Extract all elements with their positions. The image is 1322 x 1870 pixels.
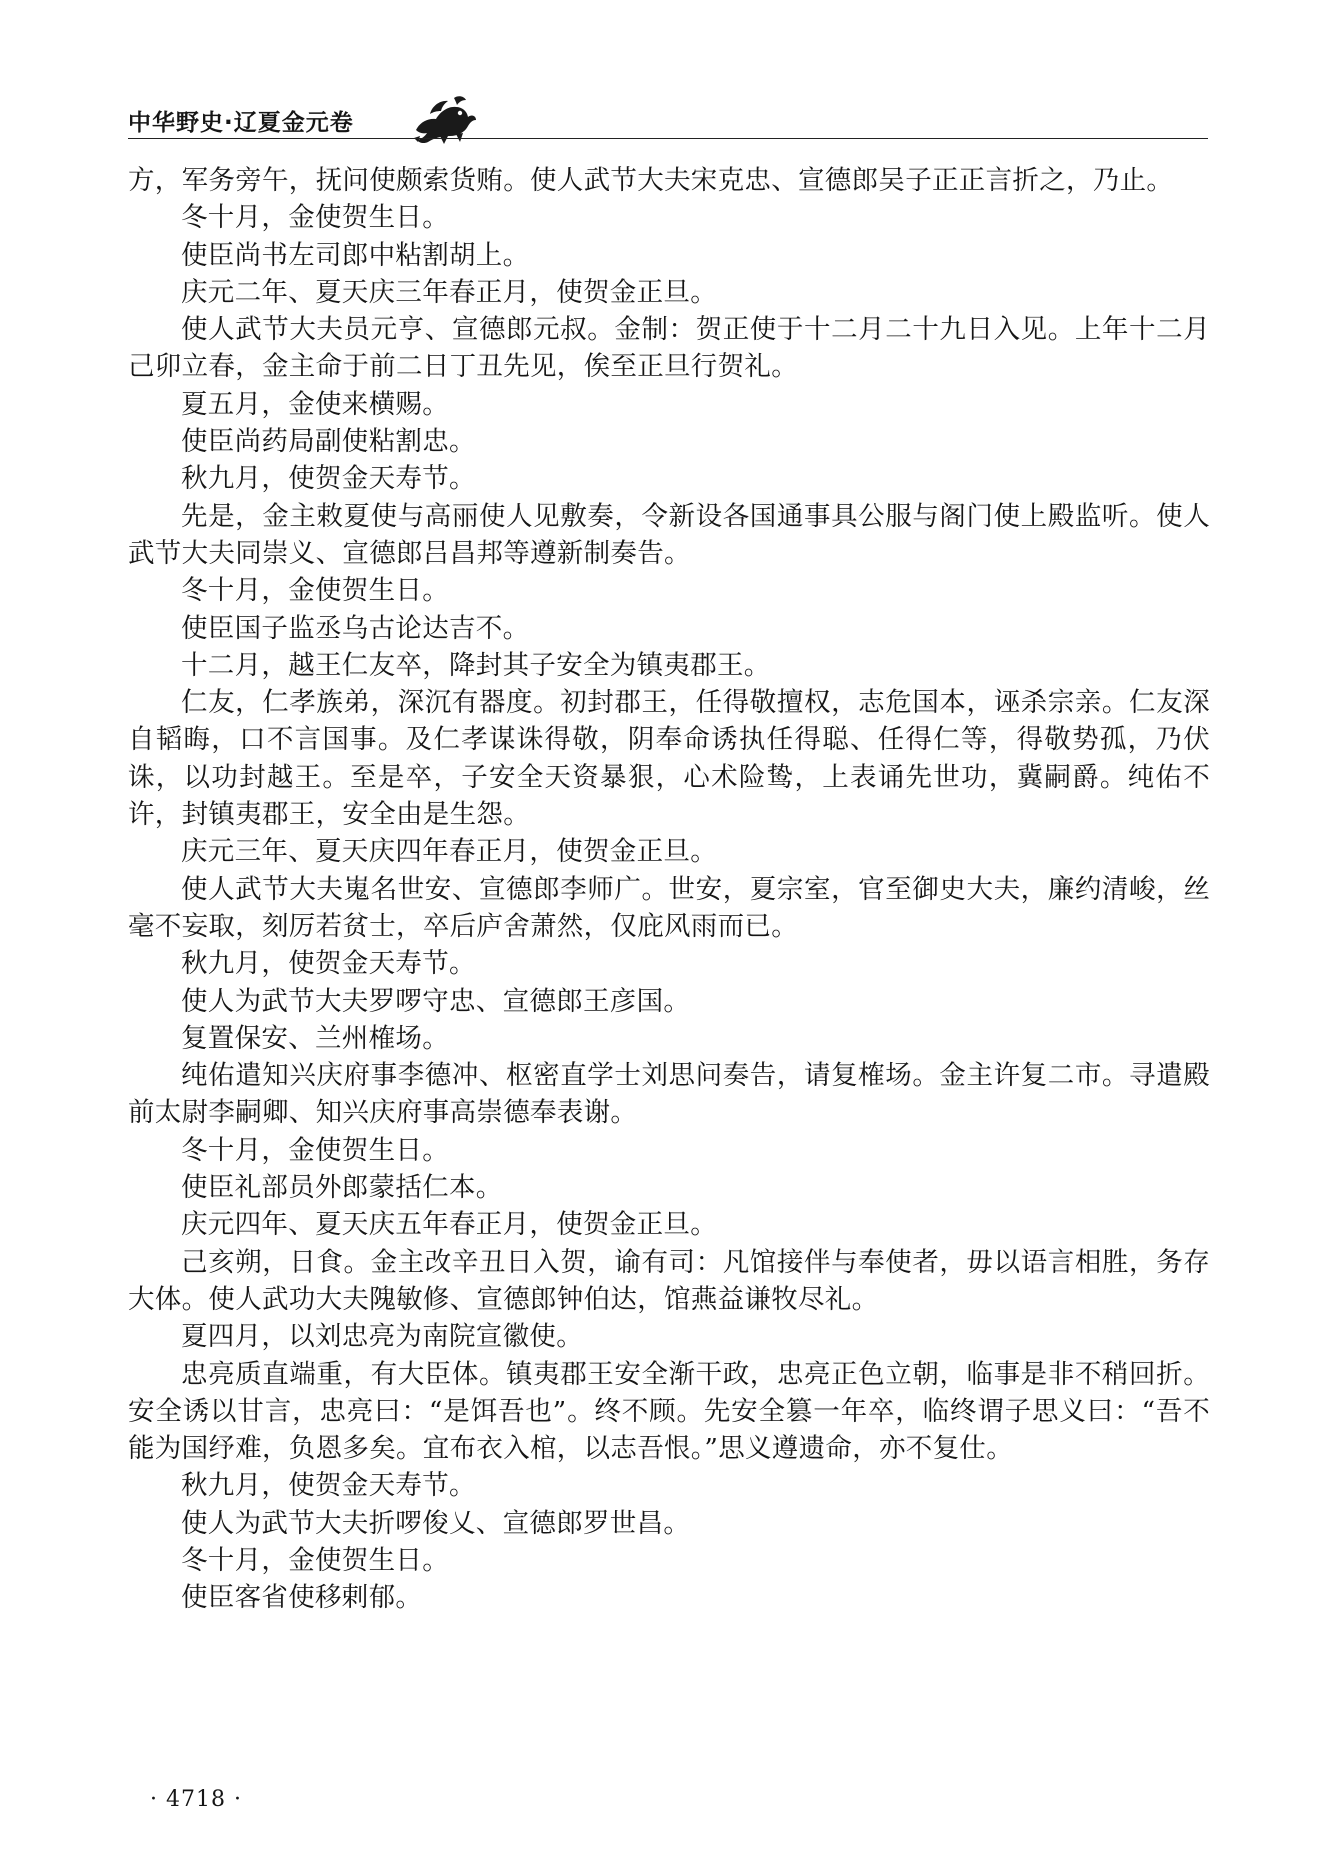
paragraph: 纯佑遣知兴庆府事李德冲、枢密直学士刘思问奏告，请复榷场。金主许复二市。寻遣殿前太尉李嗣卿、知兴庆府事高崇德奉表谢。 <box>128 1060 1210 1129</box>
book-title: 中华野史·辽夏金元卷 <box>128 110 354 136</box>
paragraph: 方，军务旁午，抚问使颇索货贿。使人武节大夫宋克忠、宣德郎吴子正正言折之，乃止。 <box>128 165 1174 196</box>
paragraph: 忠亮质直端重，有大臣体。镇夷郡王安全渐干政，忠亮正色立朝，临事是非不稍回折。安全诱以甘言，忠亮曰：“是饵吾也”。终不顾。先安全篡一年卒，临终谓子思义曰：“吾不能为国纾难，负恩多矣。宜布衣入棺，以志吾恨。”思义遵遗命，亦不复仕。 <box>128 1358 1210 1465</box>
paragraph: 冬十月，金使贺生日。 <box>181 575 449 607</box>
paragraph: 庆元三年、夏天庆四年春正月，使贺金正旦。 <box>181 836 717 868</box>
paragraph: 秋九月，使贺金天寿节。 <box>181 463 476 495</box>
paragraph: 使臣尚药局副使粘割忠。 <box>181 426 476 458</box>
paragraph: 夏四月，以刘忠亮为南院宣徽使。 <box>181 1321 583 1353</box>
paragraph: 使人为武节大夫折啰俊乂、宣德郎罗世昌。 <box>181 1507 691 1539</box>
body-text <box>128 162 1210 1617</box>
paragraph: 使臣客省使移剌郁。 <box>181 1582 423 1614</box>
paragraph: 先是，金主敕夏使与高丽使人见敷奏，令新设各国通事具公服与阁门使上殿监听。使人武节大夫同崇义、宣德郎吕昌邦等遵新制奏告。 <box>128 500 1210 569</box>
paragraph: 复置保安、兰州榷场。 <box>181 1022 449 1054</box>
running-header <box>128 92 1208 152</box>
paragraph: 秋九月，使贺金天寿节。 <box>181 948 476 980</box>
paragraph: 夏五月，金使来横赐。 <box>181 388 449 420</box>
paragraph: 使臣礼部员外郎蒙括仁本。 <box>181 1172 503 1204</box>
paragraph: 冬十月，金使贺生日。 <box>181 1134 449 1166</box>
paragraph: 己亥朔，日食。金主改辛丑日入贺，谕有司：凡馆接伴与奉使者，毋以语言相胜，务存大体。使人武功大夫隗敏修、宣德郎钟伯达，馆燕益谦牧尽礼。 <box>128 1246 1210 1315</box>
header-rule <box>128 138 1208 139</box>
paragraph: 使人武节大夫嵬名世安、宣德郎李师广。世安，夏宗室，官至御史大夫，廉约清峻，丝毫不妄取，刻厉若贫士，卒后庐舍萧然，仅庇风雨而已。 <box>128 873 1210 942</box>
paragraph: 冬十月，金使贺生日。 <box>181 202 449 234</box>
paragraph: 仁友，仁孝族弟，深沉有器度。初封郡王，任得敬擅权，志危国本，诬杀宗亲。仁友深自韬晦，口不言国事。及仁孝谋诛得敬，阴奉命诱执任得聪、任得仁等，得敬势孤，乃伏诛，以功封越王。至是卒，子安全天资暴狠，心术险鸷，上表诵先世功，冀嗣爵。纯佑不许，封镇夷郡王，安全由是生怨。 <box>128 687 1210 831</box>
paragraph: 使臣尚书左司郎中粘割胡上。 <box>181 239 530 271</box>
paragraph: 使臣国子监丞乌古论达吉不。 <box>181 612 530 644</box>
paragraph: 使人武节大夫员元亨、宣德郎元叔。金制：贺正使于十二月二十九日入见。上年十二月己卯立春，金主命于前二日丁丑先见，俟至正旦行贺礼。 <box>128 314 1210 383</box>
paragraph: 秋九月，使贺金天寿节。 <box>181 1470 476 1502</box>
paragraph: 冬十月，金使贺生日。 <box>181 1544 449 1576</box>
paragraph: 十二月，越王仁友卒，降封其子安全为镇夷郡王。 <box>181 649 771 681</box>
paragraph: 庆元二年、夏天庆三年春正月，使贺金正旦。 <box>181 276 717 308</box>
paragraph: 庆元四年、夏天庆五年春正月，使贺金正旦。 <box>181 1209 717 1241</box>
paragraph: 使人为武节大夫罗啰守忠、宣德郎王彦国。 <box>181 985 691 1017</box>
page-number: · 4718 · <box>150 1787 242 1812</box>
